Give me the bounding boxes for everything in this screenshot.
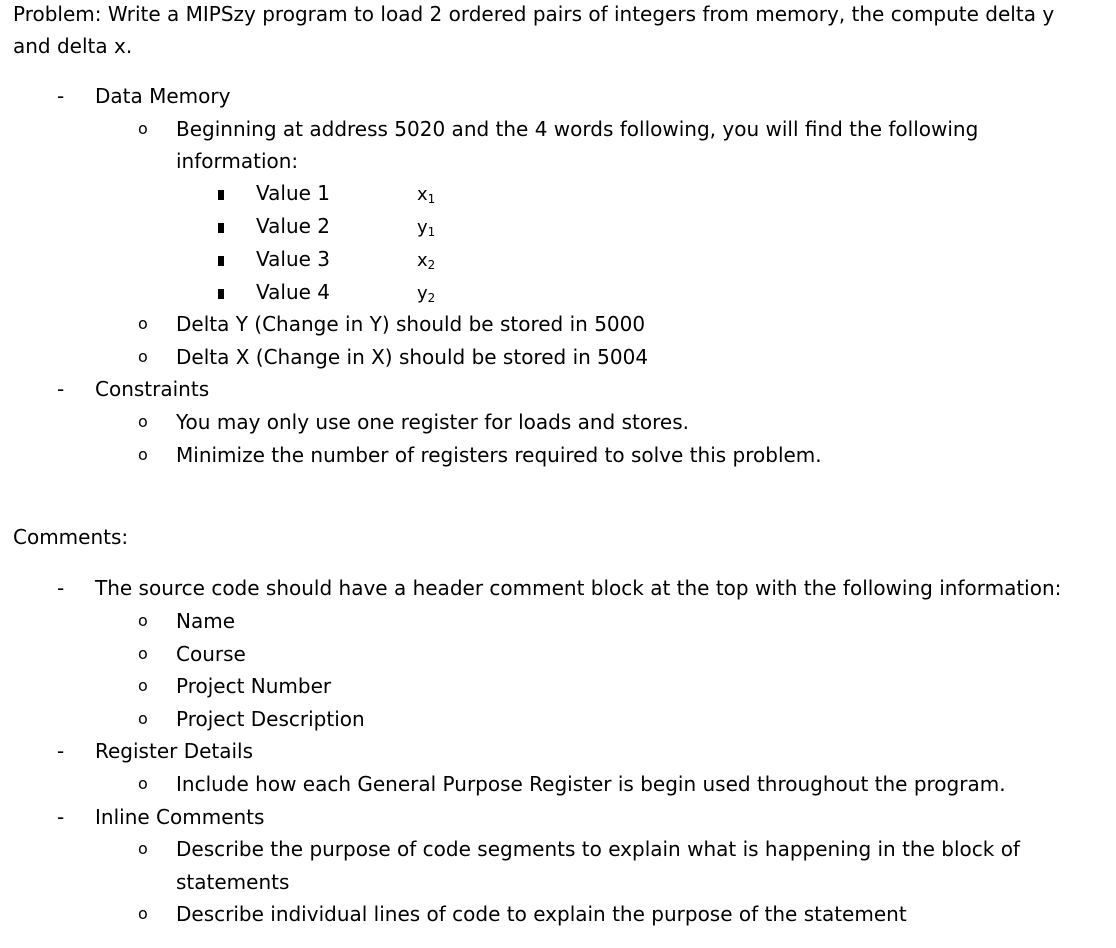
circle-bullet: o xyxy=(138,676,148,695)
dash-bullet: - xyxy=(57,739,65,763)
inline-item-1-line-2: statements xyxy=(176,870,290,894)
constraint-item: Minimize the number of registers required to solve this problem. xyxy=(176,443,822,467)
circle-bullet: o xyxy=(138,774,148,793)
value-variable xyxy=(417,183,435,207)
register-details-heading: Register Details xyxy=(95,739,254,763)
value-variable xyxy=(417,216,435,240)
header-item: Project Number xyxy=(176,674,332,698)
dash-bullet: - xyxy=(57,377,65,401)
value-variable-name: y xyxy=(417,217,428,238)
value-label: Value 4 xyxy=(256,280,331,304)
circle-bullet: o xyxy=(138,314,148,333)
circle-bullet: o xyxy=(138,644,148,663)
circle-bullet: o xyxy=(138,904,148,923)
value-variable-subscript: 1 xyxy=(427,192,436,206)
data-memory-intro-line-1: Beginning at address 5020 and the 4 words following, you will find the following xyxy=(176,117,979,141)
circle-bullet: o xyxy=(138,119,148,138)
value-variable-name: x xyxy=(417,250,428,271)
value-variable-subscript: 2 xyxy=(427,258,436,272)
constraint-item: You may only use one register for loads and stores. xyxy=(176,410,689,434)
circle-bullet: o xyxy=(138,839,148,858)
value-label: Value 3 xyxy=(256,247,331,271)
circle-bullet: o xyxy=(138,347,148,366)
value-variable-name: x xyxy=(417,184,428,205)
problem-line-2: and delta x. xyxy=(13,34,133,58)
header-item: Name xyxy=(176,609,236,633)
dash-bullet: - xyxy=(57,576,65,600)
circle-bullet: o xyxy=(138,611,148,630)
inline-item-1-line-1: Describe the purpose of code segments to explain what is happening in the block of xyxy=(176,837,1020,861)
delta-y-text: Delta Y (Change in Y) should be stored in 5000 xyxy=(176,312,646,336)
value-variable-name: y xyxy=(417,283,428,304)
comments-heading: Comments: xyxy=(13,525,129,549)
square-bullet xyxy=(218,256,224,266)
header-item: Project Description xyxy=(176,707,365,731)
constraints-heading: Constraints xyxy=(95,377,210,401)
circle-bullet: o xyxy=(138,709,148,728)
circle-bullet: o xyxy=(138,412,148,431)
register-details-item: Include how each General Purpose Register is begin used throughout the program. xyxy=(176,772,1006,796)
square-bullet xyxy=(218,289,224,299)
value-label: Value 2 xyxy=(256,214,331,238)
problem-line-1: Problem: Write a MIPSzy program to load 2 ordered pairs of integers from memory, the compute delta y xyxy=(13,2,1055,26)
data-memory-heading: Data Memory xyxy=(95,84,231,108)
value-variable-subscript: 1 xyxy=(427,225,436,239)
inline-comments-heading: Inline Comments xyxy=(95,805,265,829)
inline-item-2: Describe individual lines of code to explain the purpose of the statement xyxy=(176,902,907,926)
circle-bullet: o xyxy=(138,445,148,464)
value-variable xyxy=(417,249,435,273)
header-item: Course xyxy=(176,642,246,666)
dash-bullet: - xyxy=(57,805,65,829)
value-label: Value 1 xyxy=(256,181,331,205)
square-bullet xyxy=(218,223,224,233)
value-variable xyxy=(417,282,435,306)
square-bullet xyxy=(218,190,224,200)
value-variable-subscript: 2 xyxy=(427,291,436,305)
delta-x-text: Delta X (Change in X) should be stored in 5004 xyxy=(176,345,649,369)
dash-bullet: - xyxy=(57,84,65,108)
data-memory-intro-line-2: information: xyxy=(176,149,299,173)
header-block-text: The source code should have a header comment block at the top with the following information: xyxy=(95,576,1062,600)
